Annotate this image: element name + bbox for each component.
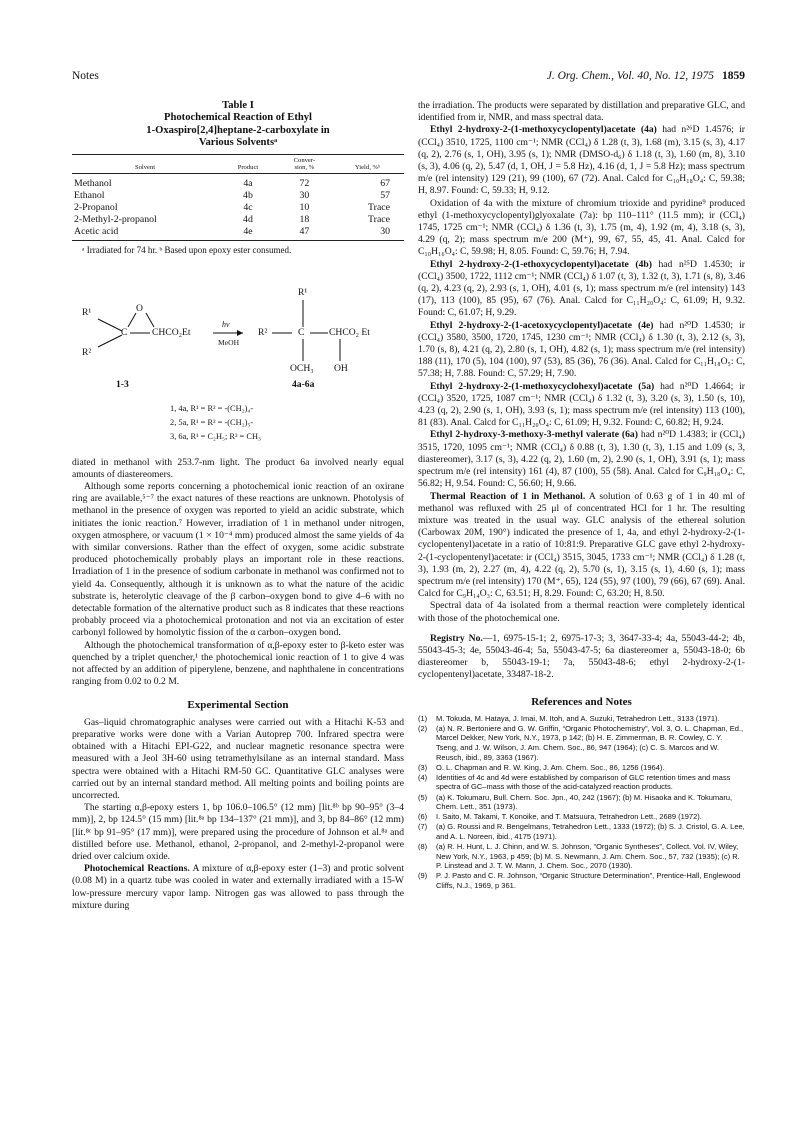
- scheme-chco2et-right: CHCO₂ Et: [329, 326, 370, 338]
- header-product: Product: [218, 154, 278, 174]
- reference-number: (9): [418, 871, 428, 881]
- cell-product: 4b: [243, 190, 253, 202]
- scheme-chco2et-left: CHCO₂Et: [152, 326, 191, 338]
- cell-product: 4c: [243, 202, 253, 214]
- reference-item: [418, 871, 745, 890]
- body-paragraph: [418, 320, 745, 381]
- body-paragraph: [418, 491, 745, 601]
- left-column: [72, 100, 404, 912]
- cell-product: 4d: [243, 214, 253, 226]
- table-title-line: Table I: [222, 100, 254, 111]
- paragraph-keyword: Photochemical Reactions.: [84, 863, 190, 875]
- cell-product: 4e: [218, 226, 278, 241]
- paragraph-text: had n²⁶D 1.4576; ir (CCl₄) 3510, 1725, 1100 cm⁻¹; NMR (CCl₄) δ 1.28 (t, 3), 1.68 (m), 3.15 (s, 3), 4.17 (q, 2), 2.76 (s, 1, OH), 3.95 (s, 1); NMR (DMSO-d₆) δ 1.18 (t, 3), 1.60 (m, 8), 3.10 (s, 3), 4.06 (q, 2), 5.47 (d, 1, OH, J = 5.8 Hz), 4.16 (d, 1, J = 5.8 Hz); mass spectrum m/e (rel intensity) 129 (21), 99 (100), 67 (72). Anal. Calcd for C₁₀H₁₈O₄: C, 59.38; H, 8.97. Found: C, 59.33; H, 9.12.: [418, 124, 745, 197]
- cell-conversion: 18: [299, 214, 310, 226]
- cell-yield: Trace: [368, 202, 390, 214]
- scheme-legend-line: 2, 5a, R¹ = R² = -(CH₂)₅-: [170, 417, 254, 427]
- reaction-scheme: [72, 265, 404, 457]
- body-paragraph: Gas–liquid chromatographic analyses were carried out with a Hitachi K-53 and preparative works were done with a Varian Autoprep 700. Infrared spectra were obtained with a Hitachi EPI-G22, and nuclear magnetic resonance spectra were measured with a Jeol 3H-60 using tetramethylsilane as an internal standard. Mass spectra were obtained with a Hitachi RM-50 GC. Quantitative GLC analyses were carried out by an internal standard method. All melting points and boiling points are uncorrected.: [72, 716, 404, 801]
- reference-text: (a) N. R. Bertoniere and G. W. Griffin, “Organic Photochemistry”, Vol. 3, O. L. Chapman, Ed., Marcel Dekker, New York, N.Y., 1973, p 142; (b) H. E. Zimmerman, B. R. Cowley, C. Y. Tseng, and J. W. Wilson, J. Am. Chem. Soc., 86, 947 (1964); (c) C. S. Marcos and W. Reusch, ibid., 89, 3363 (1967).: [436, 723, 744, 762]
- reference-text: I. Saito, M. Takami, T. Konoike, and T. Matsuura, Tetrahedron Lett., 2689 (1972).: [436, 812, 702, 822]
- reference-item: [418, 793, 745, 812]
- journal-citation: J. Org. Chem., Vol. 40, No. 12, 1975: [546, 70, 714, 82]
- cell-conversion: 10: [299, 202, 310, 214]
- section-heading-experimental: Experimental Section: [187, 698, 289, 711]
- body-paragraph: [72, 863, 404, 912]
- table-title-line: 1-Oxaspiro[2,4]heptane-2-carboxylate in: [146, 124, 330, 136]
- body-paragraph: Although the photochemical transformation of α,β-epoxy ester to β-keto ester was quenched by a triplet quencher,¹ the photochemical ionic reaction of 1 to give 4 was not affected by an addition of piperylene, benzene, and naphthalene in concentrations ranging from 0.02 to 0.2 M.: [72, 639, 404, 688]
- reference-item: [418, 812, 745, 822]
- cell-yield: 67: [380, 178, 390, 190]
- reference-item: [418, 842, 745, 871]
- cell-yield: 30: [331, 226, 404, 241]
- body-paragraph: The starting α,β-epoxy esters 1, bp 106.0–106.5° (12 mm) [lit.⁸ᵇ bp 90–95° (3–4 mm)], 2, bp 124.5° (15 mm) [lit.⁸ᵃ bp 134–137° (21 mm)], and 3, bp 84–86° (12 mm) [lit.⁸ᶜ bp 91–95° (17 mm)], were prepared using the procedure of Johnson et al.⁸ᵃ and distilled before use. Methanol, ethanol, 2-propanol, and 2-methyl-2-propanol were dried over calcium oxide.: [72, 802, 404, 862]
- body-paragraph: [418, 100, 745, 124]
- header-conversion: Conver- sion, %: [278, 154, 331, 174]
- body-paragraph: [418, 600, 745, 624]
- cell-solvent: Methanol: [74, 178, 112, 190]
- scheme-r2-right: R²: [258, 326, 268, 338]
- paragraph-keyword: Ethyl 2-hydroxy-2-(1-methoxycyclohexyl)acetate (5a): [430, 380, 655, 392]
- body-paragraph: diated in methanol with 253.7-nm light. The product 6a involved nearly equal amounts of diastereomers.: [72, 456, 404, 480]
- body-paragraph: [418, 124, 745, 197]
- reference-number: (3): [418, 762, 428, 772]
- arrow-condition-solvent: MeOH: [218, 337, 240, 347]
- reference-text: (a) G. Roussi and R. Bengelmans, Tetrahedron Lett., 1333 (1972); (b) S. J. Cristol, G. A. Lee, and A. L. Noreen, ibid., 4175 (1971).: [436, 822, 745, 841]
- body-paragraph: [418, 633, 745, 682]
- table-row: [72, 226, 404, 241]
- reference-text: (a) R. H. Hunt, L. J. Chinn, and W. S. Johnson, “Organic Syntheses”, Collect. Vol. IV, Wiley, New York, N.Y., 1963, p 459; (b) M. S. Newmann, J. Am. Chem. Soc., 57, 732 (1935); (c) R. P. Linstead and J. T. W. Mann, J. Chem. Soc., 2070 (1930).: [436, 841, 740, 871]
- header-solvent: Solvent: [72, 154, 218, 174]
- arrow-condition-light: hν: [222, 319, 230, 329]
- paragraph-text: had n²⁵D 1.4530; ir (CCl₄) 3500, 1722, 1112 cm⁻¹; NMR (CCl₄) δ 1.07 (t, 3), 1.32 (t, 3), 1.71 (s, 8), 3.46 (q, 2), 4.23 (q, 2), 2.93 (s, 1, OH), 4.01 (s, 1); mass spectrum m/e (rel intensity) 143 (17), 113 (100), 85 (95), 67 (76). Anal. Calcd for C₁₁H₂₀O₄: C, 61.09; H, 9.32. Found: C, 61.07; H, 9.29.: [418, 258, 745, 319]
- running-header-right: [547, 70, 745, 82]
- reference-number: (6): [418, 812, 428, 822]
- body-paragraph: [418, 381, 745, 430]
- table-title-line: Various Solventsᵃ: [198, 137, 278, 149]
- paragraph-text: A solution of 0.63 g of 1 in 40 ml of methanol was refluxed with 25 μl of concentrated HCl for 1 hr. The resulting mixture was treated in the usual way. GLC analysis of the ethereal solution (Carbowax 20M, 190°) indicated the presence of 1, 4a, and ethyl 2-hydroxy-2-(1-cyclopentenyl)acetate in a ratio of 10:81:9. Preparative GLC gave ethyl 2-hydroxy-2-(1-cyclopentenyl)acetate: ir (CCl₄) 3515, 3045, 1733 cm⁻¹; NMR (CCl₄) δ 1.28 (t, 3), 1.93 (m, 2), 2.27 (m, 4), 4.22 (q, 2), 5.70 (s, 1), 3.15 (s, 1), 4.60 (s, 1); mass spectrum m/e (rel intensity) 170 (M⁺, 65), 124 (55), 97 (100), 79 (66), 67 (69). Anal. Calcd for C₉H₁₄O₃: C, 63.51; H, 8.29. Found: C, 63.20; H, 8.50.: [418, 490, 746, 600]
- reference-item: [418, 714, 745, 724]
- scheme-r2: R²: [82, 346, 92, 358]
- reference-number: (1): [418, 713, 428, 723]
- cell-product: 4a: [243, 178, 253, 190]
- paragraph-text: Oxidation of 4a with the mixture of chromium trioxide and pyridine⁹ produced ethyl (1-methoxycyclopentyl)glyoxalate (7a): bp 110–111° (11.5 mm); ir (CCl₄) 1745, 1725 cm⁻¹; NMR (CCl₄) δ 1.36 (t, 3), 1.75 (m, 4), 1.92 (m, 4), 3.18 (s, 3), 4.29 (q, 2); mass spectrum m/e 200 (M⁺), 99, 67, 55, 45, 41. Anal. Calcd for C₁₀H₁₆O₄: C, 59.98; H, 8.05. Found: C, 59.76; H, 7.94.: [418, 197, 745, 258]
- table-title-line: Photochemical Reaction of Ethyl: [164, 112, 312, 124]
- label-products: 4a-6a: [292, 378, 315, 390]
- cell-yield: 57: [380, 190, 390, 202]
- reference-item: [418, 822, 745, 841]
- reference-text: Identities of 4c and 4d were established by comparison of GLC retention times and mass spectra of GC–mass with those of the acid-catalyzed reaction products.: [436, 772, 731, 792]
- label-starting-materials: 1-3: [116, 378, 129, 390]
- cell-conversion: 47: [278, 226, 331, 241]
- cell-yield: Trace: [368, 214, 390, 226]
- paragraph-text: had n²⁰D 1.4383; ir (CCl₄) 3515, 1720, 1095 cm⁻¹; NMR (CCl₄) δ 0.88 (t, 3), 1.30 (t, 3), 1.15 and 1.09 (s, 3, diastereomer), 3.17 (s, 3), 4.22 (q, 2), 1.60 (m, 2), 2.90 (s, 1, OH), 3.91 (s, 1); mass spectrum m/e (rel intensity) 161 (4), 87 (100), 55 (58). Anal. Calcd for C₉H₁₈O₄: C, 56.82; H, 9.54. Found: C, 56.60; H, 9.66.: [418, 429, 745, 490]
- reference-list: [418, 714, 745, 891]
- paragraph-keyword: Ethyl 2-hydroxy-3-methoxy-3-methyl valerate (6a): [430, 429, 638, 441]
- body-paragraph: [418, 429, 745, 490]
- table-header-row: [72, 154, 404, 174]
- scheme-legend-line: 3, 6a, R¹ = C₂H₅; R² = CH₃: [170, 431, 261, 441]
- table-row: [72, 174, 404, 191]
- paragraph-keyword: Ethyl 2-hydroxy-2-(1-methoxycyclopentyl)acetate (4a): [430, 124, 657, 136]
- section-heading-references: References and Notes: [531, 695, 632, 708]
- paragraph-keyword: Registry No.: [430, 632, 483, 644]
- scheme-oh: OH: [334, 362, 348, 374]
- body-paragraph: Although some reports concerning a photochemical ionic reaction of an oxirane ring are available,⁵⁻⁷ the exact natures of these reactions are unknown. Photolysis of methanol in the presence of oxygen was reported to yield an acidic substrate, which initiates the ionic reaction.⁷ However, irradiation of 1 in methanol under nitrogen, oxygen atmosphere, or vacuum (1 × 10⁻⁴ mm) produced almost the same yields of 4a with similar conversions. Rather than the effect of oxygen, some acidic substrate produced photochemically probably plays an important role in these reactions. Irradiation of 1 in the presence of sodium carbonate in methanol was confirmed not to yield 4a. Consequently, although it is unknown as to what the nature of the acidic substrate is, heterolytic cleavage of the β carbon–oxygen bond to give 4–6 with no detectable formation of the alternative product such as 8 indicates that these reactions probably proceed via a photochemical protonation and not via an excitation of ester carbonyl followed by homolytic fission of the α carbon–oxygen bond.: [72, 481, 404, 639]
- cell-solvent: 2-Propanol: [74, 202, 118, 214]
- scheme-r1-top: R¹: [298, 286, 308, 298]
- cell-conversion: 72: [299, 178, 310, 190]
- header-yield: Yield, %ᵇ: [331, 154, 404, 174]
- reference-text: (a) K. Tokumaru, Bull. Chem. Soc. Jpn., 40, 242 (1967); (b) M. Hisaoka and K. Tokumaru, Chem. Lett., 351 (1973).: [436, 792, 733, 812]
- scheme-c-left: C: [121, 326, 128, 338]
- paragraph-text: had n²⁰D 1.4664; ir (CCl₄) 3520, 1725, 1087 cm⁻¹; NMR (CCl₄) δ 1.32 (t, 3), 3.20 (s, 3), 1.50 (s, 10), 4.23 (q, 2), 2.90 (s, 1, OH), 3.93 (s, 1); mass spectrum m/e (rel intensity) 113 (100), 81 (83). Anal. Calcd for C₁₁H₂₀O₄: C, 61.09; H, 9.32. Found: C, 60.82; H, 9.24.: [418, 380, 745, 429]
- cell-conversion: 30: [299, 190, 310, 202]
- reference-number: (2): [418, 723, 428, 733]
- table-row: [72, 214, 404, 226]
- scheme-bonds: [72, 265, 404, 385]
- paragraph-keyword: Thermal Reaction of 1 in Methanol.: [430, 490, 586, 502]
- page-number: 1859: [722, 70, 745, 82]
- right-paragraphs: [418, 100, 745, 682]
- right-column: [418, 100, 745, 891]
- reference-item: [418, 724, 745, 762]
- paragraph-text: the irradiation. The products were separated by distillation and preparative GLC, and identified from ir, NMR, and mass spectral data.: [418, 100, 745, 124]
- paragraph-keyword: Ethyl 2-hydroxy-2-(1-acetoxycyclopentyl)acetate (4e): [430, 319, 654, 331]
- solvent-table: [72, 154, 404, 242]
- paragraph-text: had n²⁰D 1.4530; ir (CCl₄) 3580, 3500, 1720, 1745, 1230 cm⁻¹; NMR (CCl₄) δ 1.30 (t, 3), 2.12 (s, 3), 1.70 (s, 8), 4.21 (q, 2), 2.80 (s, 1, OH), 4.82 (s, 1); mass spectrum m/e (rel intensity) 188 (11), 170 (5), 104 (100), 97 (53), 85 (36), 76 (36). Anal. Calcd for C₁₁H₁₈O₅: C, 57.38; H, 7.88. Found: C, 57.29; H, 7.90.: [418, 319, 745, 380]
- cell-solvent: 2-Methyl-2-propanol: [74, 214, 157, 226]
- paragraph-text: A mixture of α,β-epoxy ester (1–3) and protic solvent (0.08 M) in a quartz tube was cooled in water and externally irradiated with a 15-W low-pressure mercury vapor lamp. Nitrogen gas was allowed to pass through the mixture during: [72, 863, 404, 911]
- reference-text: O. L. Chapman and R. W. King, J. Am. Chem. Soc., 86, 1256 (1964).: [436, 762, 665, 772]
- reference-number: (4): [418, 772, 428, 782]
- reference-item: [418, 763, 745, 773]
- scheme-legend-line: 1, 4a, R¹ = R² = -(CH₂)₄-: [170, 403, 254, 413]
- table-row: [72, 202, 404, 214]
- paragraph-text: —1, 6975-15-1; 2, 6975-17-3; 3, 3647-33-4; 4a, 55043-44-2; 4b, 55043-45-3; 4e, 55043-46-4; 5a, 55043-47-5; 6a diastereomer a, 55043-18-0; 6b diastereomer b, 55043-19-1; 7a, 55043-48-6; ethyl 2-hydroxy-2-(1-cyclopentenyl)acetate, 33487-18-2.: [418, 632, 745, 681]
- body-paragraph: [418, 198, 745, 259]
- paragraph-text: Spectral data of 4a isolated from a thermal reaction were completely identical with those of the photochemical one.: [418, 600, 745, 624]
- reference-text: M. Tokuda, M. Hataya, J. Imai, M. Itoh, and A. Suzuki, Tetrahedron Lett., 3133 (1971).: [436, 713, 720, 723]
- reference-number: (8): [418, 841, 428, 851]
- reference-item: [418, 773, 745, 792]
- cell-solvent: Acetic acid: [72, 226, 218, 241]
- reference-number: (5): [418, 792, 428, 802]
- scheme-r1: R¹: [82, 306, 92, 318]
- reference-text: P. J. Pasto and C. R. Johnson, “Organic Structure Determination”, Prentice-Hall, Englewood Cliffs, N.J., 1969, p 361.: [436, 871, 741, 890]
- scheme-o: O: [136, 302, 143, 314]
- running-header-left: Notes: [72, 70, 99, 82]
- scheme-och3: OCH₃: [290, 362, 314, 374]
- paragraph-keyword: Ethyl 2-hydroxy-2-(1-ethoxycyclopentyl)acetate (4b): [430, 258, 652, 270]
- scheme-c-right: C: [298, 326, 305, 338]
- table-footnote: ᵃ Irradiated for 74 hr. ᵇ Based upon epoxy ester consumed.: [82, 245, 292, 256]
- table-row: [72, 190, 404, 202]
- table-title: [72, 100, 404, 150]
- cell-solvent: Ethanol: [74, 190, 105, 202]
- reference-number: (7): [418, 822, 428, 832]
- body-paragraph: [418, 259, 745, 320]
